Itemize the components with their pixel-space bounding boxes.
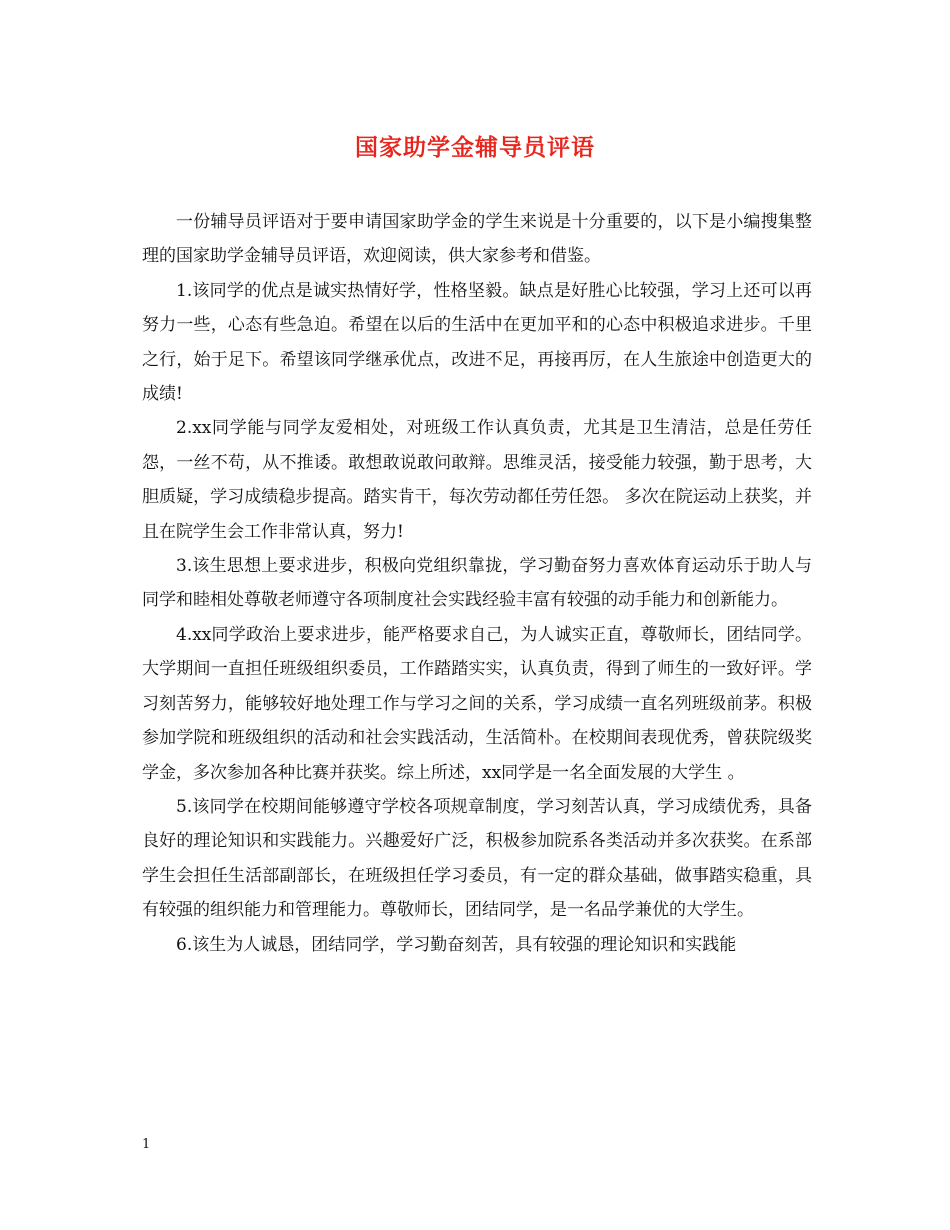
document-title: 国家助学金辅导员评语 <box>355 134 595 161</box>
paragraph-comment-2: 2.xx同学能与同学友爱相处，对班级工作认真负责，尤其是卫生清洁，总是任劳任怨，一丝不苟，从不推诿。敢想敢说敢问敢辩。思维灵活，接受能力较强，勤于思考，大胆质疑，学习成绩稳步提高。踏实肯干，每次劳动都任劳任怨。 多次在院运动上获奖，并且在院学生会工作非常认真，努力! <box>142 418 812 542</box>
paragraph-comment-5: 5.该同学在校期间能够遵守学校各项规章制度，学习刻苦认真，学习成绩优秀，具备良好的理论知识和实践能力。兴趣爱好广泛，积极参加院系各类活动并多次获奖。在系部学生会担任生活部副部长，在班级担任学习委员，有一定的群众基础，做事踏实稳重，具有较强的组织能力和管理能力。尊敬师长，团结同学，是一名品学兼优的大学生。 <box>142 796 812 921</box>
paragraph-comment-1: 1.该同学的优点是诚实热情好学，性格坚毅。缺点是好胜心比较强，学习上还可以再努力一些，心态有些急迫。希望在以后的生活中在更加平和的心态中积极追求进步。千里之行，始于足下。希望该同学继承优点，改进不足，再接再厉，在人生旅途中创造更大的成绩! <box>142 280 812 405</box>
document-body <box>142 205 812 962</box>
page-number: 1 <box>142 1137 151 1152</box>
paragraph-intro: 一份辅导员评语对于要申请国家助学金的学生来说是十分重要的，以下是小编搜集整理的国家助学金辅导员评语，欢迎阅读，供大家参考和借鉴。 <box>142 212 812 267</box>
paragraph-comment-4: 4.xx同学政治上要求进步，能严格要求自己，为人诚实正直，尊敬师长，团结同学。大学期间一直担任班级组织委员，工作踏踏实实，认真负责，得到了师生的一致好评。学习刻苦努力，能够较好地处理工作与学习之间的关系，学习成绩一直名列班级前茅。积极参加学院和班级组织的活动和社会实践活动，生活简朴。在校期间表现优秀，曾获院级奖学金，多次参加各种比赛并获奖。综上所述，xx同学是一名全面发展的大学生 。 <box>142 624 812 783</box>
paragraph-comment-3: 3.该生思想上要求进步，积极向党组织靠拢，学习勤奋努力喜欢体育运动乐于助人与同学和睦相处尊敬老师遵守各项制度社会实践经验丰富有较强的动手能力和创新能力。 <box>142 556 812 611</box>
paragraph-comment-6: 6.该生为人诚恳，团结同学，学习勤奋刻苦，具有较强的理论知识和实践能 <box>176 934 737 955</box>
